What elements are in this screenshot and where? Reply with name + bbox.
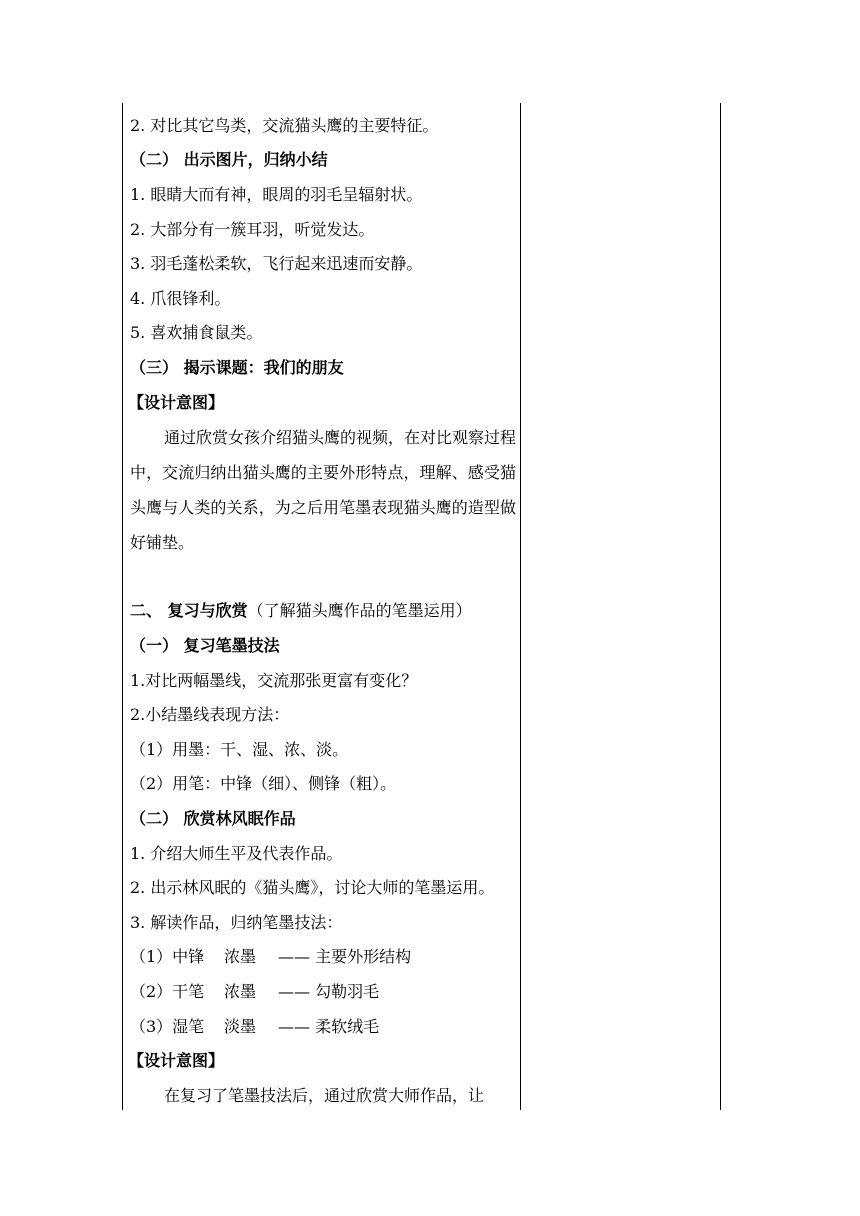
section-title: 二、 复习与欣赏	[130, 601, 248, 620]
text-line: 1.对比两幅墨线，交流那张更富有变化？	[130, 671, 418, 690]
technique-brush: （2）干笔	[130, 982, 205, 1001]
design-intent-paragraph: 通过欣赏女孩介绍猫头鹰的视频，在对比观察过程中，交流归纳出猫头鹰的主要外形特点，理解、感受猫头鹰与人类的关系，为之后用笔墨表现猫头鹰的造型做好铺垫。	[130, 428, 517, 552]
text-line: 1. 介绍大师生平及代表作品。	[130, 844, 343, 863]
subheading: （二） 欣赏林风眠作品	[130, 809, 296, 828]
technique-row	[130, 982, 379, 1002]
text-line: 2. 出示林风眠的《猫头鹰》，讨论大师的笔墨运用。	[130, 878, 495, 897]
design-intent-paragraph: 在复习了笔墨技法后，通过欣赏大师作品，让	[164, 1086, 485, 1105]
subheading: （二） 出示图片，归纳小结	[130, 150, 328, 169]
technique-ink: 浓墨	[224, 982, 257, 1001]
text-line: 2. 大部分有一簇耳羽，听觉发达。	[130, 220, 375, 239]
technique-row	[130, 947, 411, 967]
text-line: 3. 解读作品，归纳笔墨技法：	[130, 913, 343, 932]
text-line: 2. 对比其它鸟类，交流猫头鹰的主要特征。	[130, 116, 439, 135]
technique-effect: —— 勾勒羽毛	[278, 982, 380, 1001]
design-intent-heading: 【设计意图】	[128, 393, 225, 412]
text-line: 4. 爪很锋利。	[130, 289, 231, 308]
text-line: 1. 眼睛大而有神，眼周的羽毛呈辐射状。	[130, 185, 423, 204]
section-heading	[130, 601, 472, 621]
table-border-right	[720, 103, 721, 1110]
text-line: （2）用笔：中锋（细）、侧锋（粗）。	[130, 774, 397, 793]
design-intent-heading: 【设计意图】	[128, 1051, 225, 1070]
technique-brush: （3）湿笔	[130, 1017, 205, 1036]
technique-ink: 浓墨	[224, 947, 257, 966]
technique-effect: —— 柔软绒毛	[278, 1017, 380, 1036]
technique-ink: 淡墨	[224, 1017, 257, 1036]
table-border-middle	[520, 103, 521, 1110]
table-border-left	[122, 103, 123, 1110]
technique-brush: （1）中锋	[130, 947, 205, 966]
section-note: （了解猫头鹰作品的笔墨运用）	[247, 601, 472, 620]
text-line: 5. 喜欢捕食鼠类。	[130, 323, 263, 342]
technique-row	[130, 1017, 379, 1037]
technique-effect: —— 主要外形结构	[278, 947, 412, 966]
subheading: （三） 揭示课题：我们的朋友	[130, 358, 344, 377]
subheading: （一） 复习笔墨技法	[130, 636, 280, 655]
text-line: 3. 羽毛蓬松柔软，飞行起来迅速而安静。	[130, 254, 423, 273]
text-line: 2.小结墨线表现方法：	[130, 705, 290, 724]
text-line: （1）用墨：干、湿、浓、淡。	[130, 740, 349, 759]
